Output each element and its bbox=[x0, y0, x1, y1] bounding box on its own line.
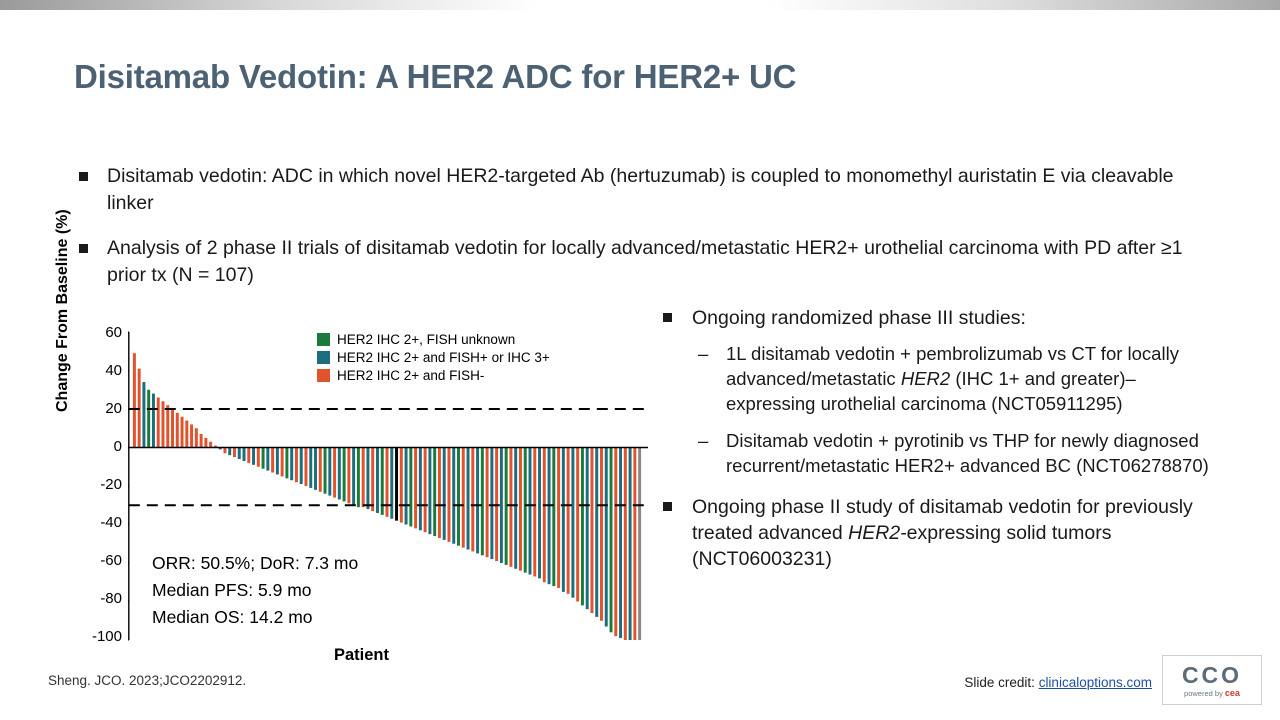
chart-bar bbox=[176, 413, 179, 448]
chart-bar bbox=[276, 448, 279, 475]
bullet-item bbox=[658, 305, 1218, 331]
chart-bar bbox=[514, 448, 517, 569]
chart-bar bbox=[600, 448, 603, 621]
y-tick-label: 0 bbox=[113, 438, 122, 455]
chart-bar bbox=[162, 401, 165, 447]
y-tick-label: -80 bbox=[100, 590, 122, 607]
chart-bar bbox=[424, 448, 427, 533]
chart-bar bbox=[524, 448, 527, 573]
chart-bar bbox=[519, 448, 522, 571]
bullet-item bbox=[74, 235, 1204, 289]
dash-icon: – bbox=[698, 430, 709, 451]
sub-bullet-item bbox=[692, 428, 1218, 478]
legend-swatch-teal bbox=[317, 351, 330, 364]
y-tick-label: -100 bbox=[91, 628, 122, 645]
chart-bar bbox=[333, 448, 336, 498]
chart-bar bbox=[352, 448, 355, 506]
chart-bar bbox=[190, 424, 193, 447]
chart-bar bbox=[285, 448, 288, 479]
chart-bar bbox=[471, 448, 474, 552]
chart-bar bbox=[233, 448, 236, 458]
slide-credit-link[interactable]: clinicaloptions.com bbox=[1038, 675, 1152, 690]
sub-bullet-text-a: 1L disitamab vedotin + pembrolizumab vs CT for locally advanced/metastatic bbox=[726, 343, 1179, 389]
slide-credit-label: Slide credit: bbox=[964, 675, 1039, 690]
chart-bar bbox=[328, 448, 331, 496]
chart-annotations bbox=[152, 550, 358, 631]
sub-bullet-text: Disitamab vedotin + pyrotinib vs THP for newly diagnosed recurrent/metastatic HER2+ advanced BC (NCT06278870) bbox=[726, 430, 1209, 476]
bullet-text: Analysis of 2 phase II trials of disitamab vedotin for locally advanced/metastatic HER2+ urothelial carcinoma with PD after ≥1 prior tx (N = 107) bbox=[107, 237, 1183, 286]
y-tick-label: -40 bbox=[100, 514, 122, 531]
chart-bar bbox=[490, 448, 493, 560]
chart-bar bbox=[395, 448, 398, 521]
chart-bar bbox=[624, 448, 627, 641]
logo-sub-pre: powered by bbox=[1184, 688, 1225, 698]
chart-bar bbox=[338, 448, 341, 500]
chart-bar bbox=[271, 448, 274, 473]
chart-bar bbox=[610, 448, 613, 633]
chart-bar bbox=[376, 448, 379, 513]
legend-item bbox=[317, 350, 550, 365]
chart-bar bbox=[533, 448, 536, 577]
annotation-os: Median OS: 14.2 mo bbox=[152, 607, 313, 627]
chart-bar bbox=[467, 448, 470, 550]
chart-bar bbox=[266, 448, 269, 471]
chart-bar bbox=[486, 448, 489, 558]
chart-bar bbox=[457, 448, 460, 546]
right-column bbox=[658, 305, 1218, 582]
chart-bar bbox=[562, 448, 565, 592]
chart-bar bbox=[309, 448, 312, 488]
chart-bar bbox=[314, 448, 317, 490]
chart-bar bbox=[619, 448, 622, 639]
chart-bar bbox=[347, 448, 350, 504]
chart-bar bbox=[428, 448, 431, 535]
bullet-item bbox=[658, 494, 1218, 572]
chart-bar bbox=[204, 438, 207, 448]
chart-bar bbox=[200, 434, 203, 447]
chart-bar bbox=[257, 448, 260, 467]
chart-bar bbox=[405, 448, 408, 525]
chart-legend bbox=[317, 332, 550, 386]
chart-bar bbox=[614, 448, 617, 637]
chart-bar bbox=[343, 448, 346, 502]
chart-bar bbox=[181, 417, 184, 448]
chart-bar bbox=[529, 448, 532, 575]
page-title: Disitamab Vedotin: A HER2 ADC for HER2+ UC bbox=[74, 58, 797, 95]
bullet-square-icon bbox=[79, 244, 88, 253]
chart-bar bbox=[362, 448, 365, 508]
legend-swatch-orange bbox=[317, 369, 330, 382]
chart-bar bbox=[152, 394, 155, 448]
chart-bar bbox=[147, 390, 150, 448]
logo-letters: CCO bbox=[1181, 661, 1243, 688]
annotation-orr: ORR: 50.5%; DoR: 7.3 mo bbox=[152, 553, 359, 573]
logo-sub-brand: cea bbox=[1224, 687, 1240, 698]
top-bullet-list bbox=[74, 163, 1204, 307]
slide-credit bbox=[964, 675, 1152, 690]
chart-bar bbox=[538, 448, 541, 579]
legend-label: HER2 IHC 2+ and FISH- bbox=[337, 368, 485, 383]
chart-bar bbox=[171, 409, 174, 448]
chart-y-axis-label: Change From Baseline (%) bbox=[54, 209, 71, 412]
chart-bar bbox=[576, 448, 579, 602]
chart-bar bbox=[357, 448, 360, 508]
chart-bar bbox=[586, 448, 589, 610]
bullet-item bbox=[74, 163, 1204, 217]
chart-bar bbox=[419, 448, 422, 531]
chart-bar bbox=[414, 448, 417, 529]
chart-bar bbox=[638, 448, 641, 641]
chart-bar bbox=[223, 448, 226, 454]
chart-bar bbox=[157, 397, 160, 447]
chart-bar bbox=[209, 442, 212, 448]
bullet-text-b: expressing solid tumors (NCT06003231) bbox=[692, 522, 1112, 570]
chart-bar bbox=[185, 421, 188, 448]
bullet-square-icon bbox=[663, 313, 672, 322]
chart-bar bbox=[319, 448, 322, 492]
bullet-text: Disitamab vedotin: ADC in which novel HER2-targeted Ab (hertuzumab) is coupled to monomethyl auristatin E via cleavable linker bbox=[107, 165, 1174, 214]
chart-bar bbox=[300, 448, 303, 485]
chart-bar bbox=[133, 353, 136, 447]
dash-icon: – bbox=[698, 343, 709, 364]
legend-item bbox=[317, 332, 550, 347]
chart-bar bbox=[629, 448, 632, 641]
annotation-pfs: Median PFS: 5.9 mo bbox=[152, 580, 312, 600]
chart-bar bbox=[400, 448, 403, 523]
chart-bar bbox=[238, 448, 241, 460]
legend-label: HER2 IHC 2+ and FISH+ or IHC 3+ bbox=[337, 350, 550, 365]
y-tick-label: 40 bbox=[105, 362, 122, 379]
chart-bar bbox=[462, 448, 465, 548]
sub-bullet-item bbox=[692, 341, 1218, 416]
chart-bar bbox=[290, 448, 293, 481]
chart-bar bbox=[595, 448, 598, 617]
chart-bar bbox=[243, 448, 246, 461]
chart-bar bbox=[633, 448, 636, 641]
bullet-square-icon bbox=[79, 172, 88, 181]
chart-bar bbox=[548, 448, 551, 585]
cco-logo bbox=[1162, 655, 1262, 705]
y-tick-label: -60 bbox=[100, 552, 122, 569]
chart-bar bbox=[543, 448, 546, 583]
chart-bar bbox=[324, 448, 327, 494]
chart-bar bbox=[371, 448, 374, 512]
chart-bar bbox=[438, 448, 441, 538]
y-tick-label: 60 bbox=[105, 324, 122, 341]
chart-bar bbox=[304, 448, 307, 487]
chart-bar bbox=[166, 405, 169, 447]
chart-bar bbox=[581, 448, 584, 606]
slide-top-gradient-bar bbox=[0, 0, 1280, 10]
chart-bar bbox=[476, 448, 479, 554]
chart-bar bbox=[409, 448, 412, 527]
chart-bar bbox=[386, 448, 389, 517]
sub-bullet-text-b: (IHC 1+ and greater)–expressing urothelial carcinoma (NCT05911295) bbox=[726, 368, 1136, 414]
chart-bar bbox=[262, 448, 265, 469]
chart-bar bbox=[567, 448, 570, 594]
bullet-text-a: Ongoing phase II study of disitamab vedotin for previously treated advanced bbox=[692, 496, 1193, 544]
chart-bar bbox=[195, 428, 198, 447]
chart-bar bbox=[366, 448, 369, 510]
bullet-square-icon bbox=[663, 502, 672, 511]
chart-x-axis-label: Patient bbox=[334, 646, 390, 664]
chart-bar bbox=[295, 448, 298, 483]
legend-item bbox=[317, 368, 550, 383]
sub-bullet-gene-italic: HER2 bbox=[900, 368, 951, 389]
chart-bar bbox=[142, 382, 145, 447]
chart-bar bbox=[247, 448, 250, 463]
chart-bar bbox=[281, 448, 284, 477]
chart-bar bbox=[605, 448, 608, 627]
chart-bar bbox=[452, 448, 455, 544]
chart-bar bbox=[252, 448, 255, 465]
chart-bar bbox=[228, 448, 231, 456]
y-tick-label: -20 bbox=[100, 476, 122, 493]
chart-bar bbox=[557, 448, 560, 589]
chart-bar bbox=[390, 448, 393, 519]
chart-bar bbox=[447, 448, 450, 542]
chart-bar bbox=[509, 448, 512, 567]
legend-swatch-green bbox=[317, 333, 330, 346]
chart-bar bbox=[443, 448, 446, 540]
legend-label: HER2 IHC 2+, FISH unknown bbox=[337, 332, 516, 347]
y-tick-label: 20 bbox=[105, 400, 122, 417]
chart-bar bbox=[571, 448, 574, 598]
bullet-text: Ongoing randomized phase III studies: bbox=[692, 307, 1026, 329]
chart-bar bbox=[590, 448, 593, 614]
chart-bar bbox=[500, 448, 503, 564]
chart-bar bbox=[433, 448, 436, 537]
chart-bar bbox=[552, 448, 555, 587]
logo-subtext bbox=[1184, 688, 1240, 698]
source-citation: Sheng. JCO. 2023;JCO2202912. bbox=[48, 673, 247, 688]
chart-bar bbox=[481, 448, 484, 556]
bullet-gene-italic: HER2- bbox=[848, 522, 907, 544]
